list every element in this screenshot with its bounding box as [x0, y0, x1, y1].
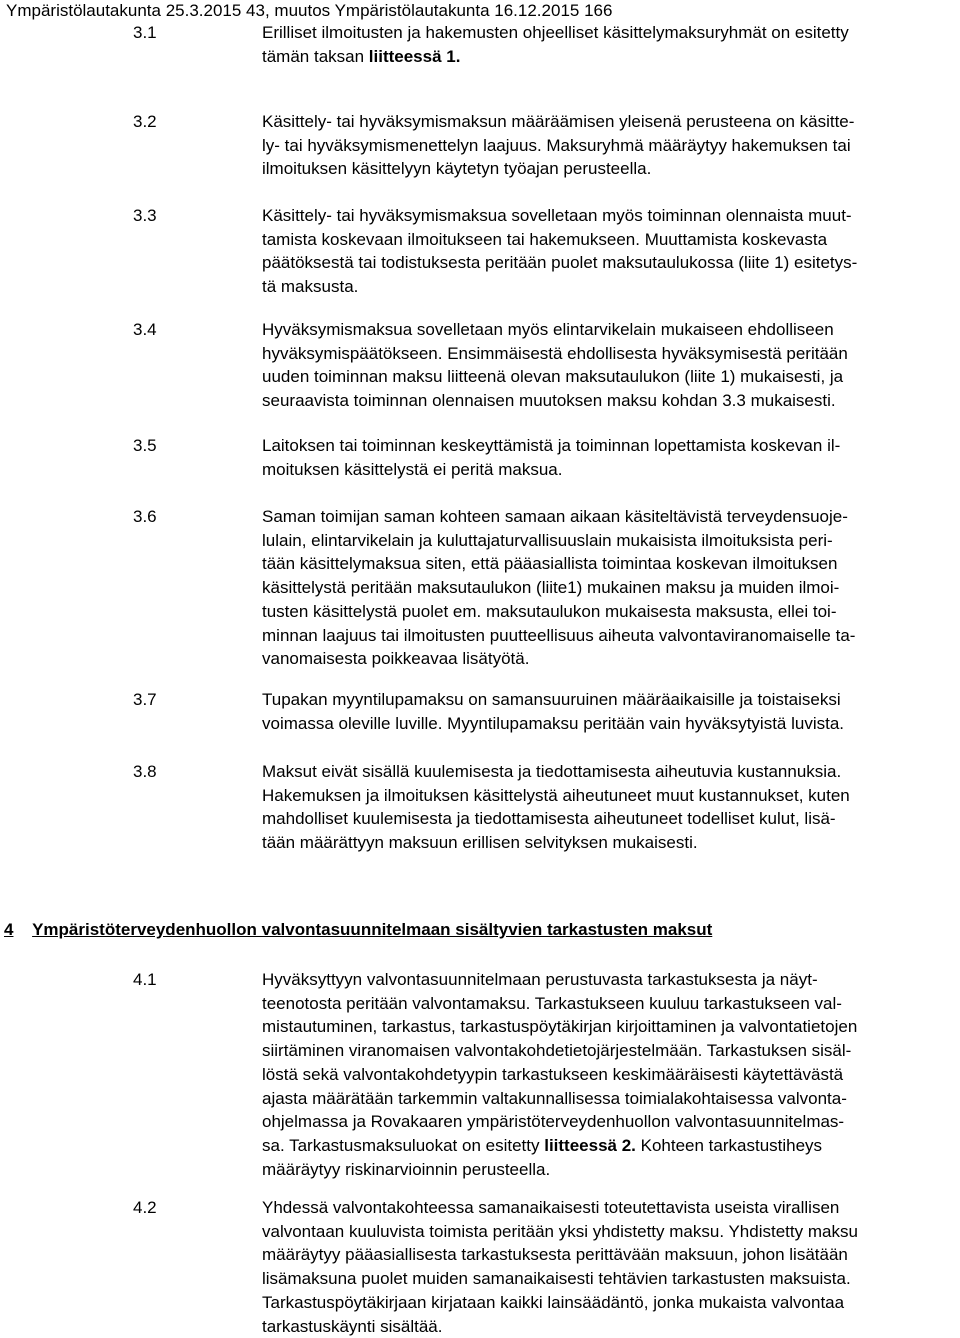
text-line: Käsittely- tai hyväksymismaksun määräämisen yleisenä perusteena on käsitte-: [262, 112, 855, 131]
text-line: Tupakan myyntilupamaksu on samansuuruinen määräaikaisille ja toistaiseksi: [262, 690, 841, 709]
section-number: 3.7: [133, 690, 157, 709]
section-number: 3.4: [133, 320, 157, 339]
text-line: valvontaan kuuluvista toimista peritään yksi yhdistetty maksu. Yhdistetty maksu: [262, 1221, 858, 1241]
section-text: [262, 968, 954, 1181]
text-line: Saman toimijan saman kohteen samaan aikaan käsiteltävistä terveydensuoje-: [262, 507, 848, 526]
text-line: käsittelystä peritään maksutaulukon (liite1) mukainen maksu ja muiden ilmoi-: [262, 578, 840, 598]
section-number: 4.2: [133, 1198, 157, 1217]
text-line: ohjelmassa ja Rovakaaren ympäristöterveydenhuollon valvontasuunnitelmas-: [262, 1112, 845, 1132]
text-line: seuraavista toiminnan olennaisen muutoksen maksu kohdan 3.3 mukaisesti.: [262, 391, 836, 411]
section-number: 3.1: [133, 23, 157, 42]
section-text: [262, 760, 954, 855]
text-line: Maksut eivät sisällä kuulemisesta ja tiedottamisesta aiheutuvia kustannuksia.: [262, 762, 842, 781]
text-line: tarkastuskäynti sisältää.: [262, 1316, 443, 1336]
section-number: 3.8: [133, 762, 157, 781]
text-line: Yhdessä valvontakohteessa samanaikaisesti toteutettavista useista virallisen: [262, 1198, 840, 1217]
text-line: määräytyy riskinarvioinnin perusteella.: [262, 1159, 551, 1179]
text-line: määräytyy pääasiallisesta tarkastuksesta perittävään maksuun, johon lisätään: [262, 1245, 848, 1265]
text-line: minnan laajuus tai ilmoitusten puutteellisuus aiheuta valvontaviranomaiselle ta-: [262, 625, 856, 645]
section-heading: [4, 918, 712, 942]
section-text: [262, 110, 954, 181]
text-line: tamista koskevaan ilmoitukseen tai hakemukseen. Muuttamista koskevasta: [262, 229, 828, 249]
text-line: tämän taksan liitteessä 1.: [262, 46, 461, 66]
section-number: 3.6: [133, 507, 157, 526]
text-line: mistautuminen, tarkastus, tarkastuspöytäkirjan kirjoittaminen ja valvontatietojen: [262, 1017, 858, 1037]
text-line: mahdolliset kuulemisesta ja tiedottamisesta aiheutuneet todelliset kulut, lisä-: [262, 809, 836, 829]
text-line: ly- tai hyväksymismenettelyn laajuus. Maksuryhmä määräytyy hakemuksen tai: [262, 135, 851, 155]
text-line: lisämaksuna puolet muiden samanaikaisesti tehtävien tarkastusten maksuista.: [262, 1269, 851, 1289]
section-text: [262, 1196, 954, 1338]
heading-title: Ympäristöterveydenhuollon valvontasuunnitelmaan sisältyvien tarkastusten maksut: [32, 920, 713, 939]
text-line: vanomaisesta poikkeavaa lisätyötä.: [262, 649, 530, 669]
text-line: löstä sekä valvontakohdetyypin tarkastukseen keskimääräisesti käytettävästä: [262, 1064, 844, 1084]
text-line: siirtäminen viranomaisen valvontakohdetietojärjestelmään. Tarkastuksen sisäl-: [262, 1041, 852, 1061]
text-line: päätöksestä tai todistuksesta peritään puolet maksutaulukossa (liite 1) esitetys-: [262, 253, 858, 273]
section-text: [262, 688, 954, 735]
text-line: voimassa oleville luville. Myyntilupamaksu peritään vain hyväksytyistä luvista.: [262, 713, 845, 733]
text-line: Laitoksen tai toiminnan keskeyttämistä ja toiminnan lopettamista koskevan il-: [262, 436, 841, 455]
text-line: tään määrättyyn maksuun erillisen selvityksen mukaisesti.: [262, 833, 698, 853]
text-line: Erilliset ilmoitusten ja hakemusten ohjeelliset käsittelymaksuryhmät on esitetty: [262, 23, 849, 42]
text-line: tä maksusta.: [262, 277, 359, 297]
text-line: Tarkastuspöytäkirjaan kirjataan kaikki lainsäädäntö, jonka mukaista valvontaa: [262, 1292, 845, 1312]
text-line: teenotosta peritään valvontamaksu. Tarkastukseen kuuluu tarkastukseen val-: [262, 993, 842, 1013]
text-line: tusten käsittelystä puolet em. maksutaulukon mukaisesta maksusta, ellei toi-: [262, 601, 837, 621]
section-text: [262, 318, 954, 413]
text-line: lulain, elintarvikelain ja kuluttajaturvallisuuslain mukaisista ilmoituksista peri-: [262, 530, 833, 550]
text-line: ilmoituksen käsittelyyn käytetyn työajan perusteella.: [262, 159, 652, 179]
section-number: 3.2: [133, 112, 157, 131]
text-line: hyväksymispäätökseen. Ensimmäisestä ehdollisesta hyväksymisestä peritään: [262, 343, 848, 363]
section-number: 3.3: [133, 206, 157, 225]
text-line: Käsittely- tai hyväksymismaksua sovelletaan myös toiminnan olennaista muut-: [262, 206, 852, 225]
heading-gap: [18, 920, 27, 939]
heading-number: 4: [4, 920, 14, 939]
text-line: sa. Tarkastusmaksuluokat on esitetty liitteessä 2. Kohteen tarkastustiheys: [262, 1135, 823, 1155]
section-number: 4.1: [133, 970, 157, 989]
text-line: Hyväksymismaksua sovelletaan myös elintarvikelain mukaiseen ehdolliseen: [262, 320, 834, 339]
section-text: [262, 21, 954, 68]
page-header: Ympäristölautakunta 25.3.2015 43, muutos Ympäristölautakunta 16.12.2015 166: [6, 1, 613, 20]
section-text: [262, 434, 954, 481]
section-text: [262, 505, 954, 671]
text-line: ajasta määrätään tarkemmin valtakunnallisessa toimialakohtaisessa valvonta-: [262, 1088, 847, 1108]
section-number: 3.5: [133, 436, 157, 455]
text-line: Hakemuksen ja ilmoituksen käsittelystä aiheutuneet muut kustannukset, kuten: [262, 785, 850, 805]
text-line: uuden toiminnan maksu liitteenä olevan maksutaulukon (liite 1) mukaisesti, ja: [262, 367, 844, 387]
section-text: [262, 204, 954, 299]
text-line: Hyväksyttyyn valvontasuunnitelmaan perustuvasta tarkastuksesta ja näyt-: [262, 970, 818, 989]
text-line: tään käsittelymaksua siten, että pääasiallista toimintaa koskevan ilmoituksen: [262, 554, 838, 574]
text-line: moituksen käsittelystä ei peritä maksua.: [262, 459, 563, 479]
